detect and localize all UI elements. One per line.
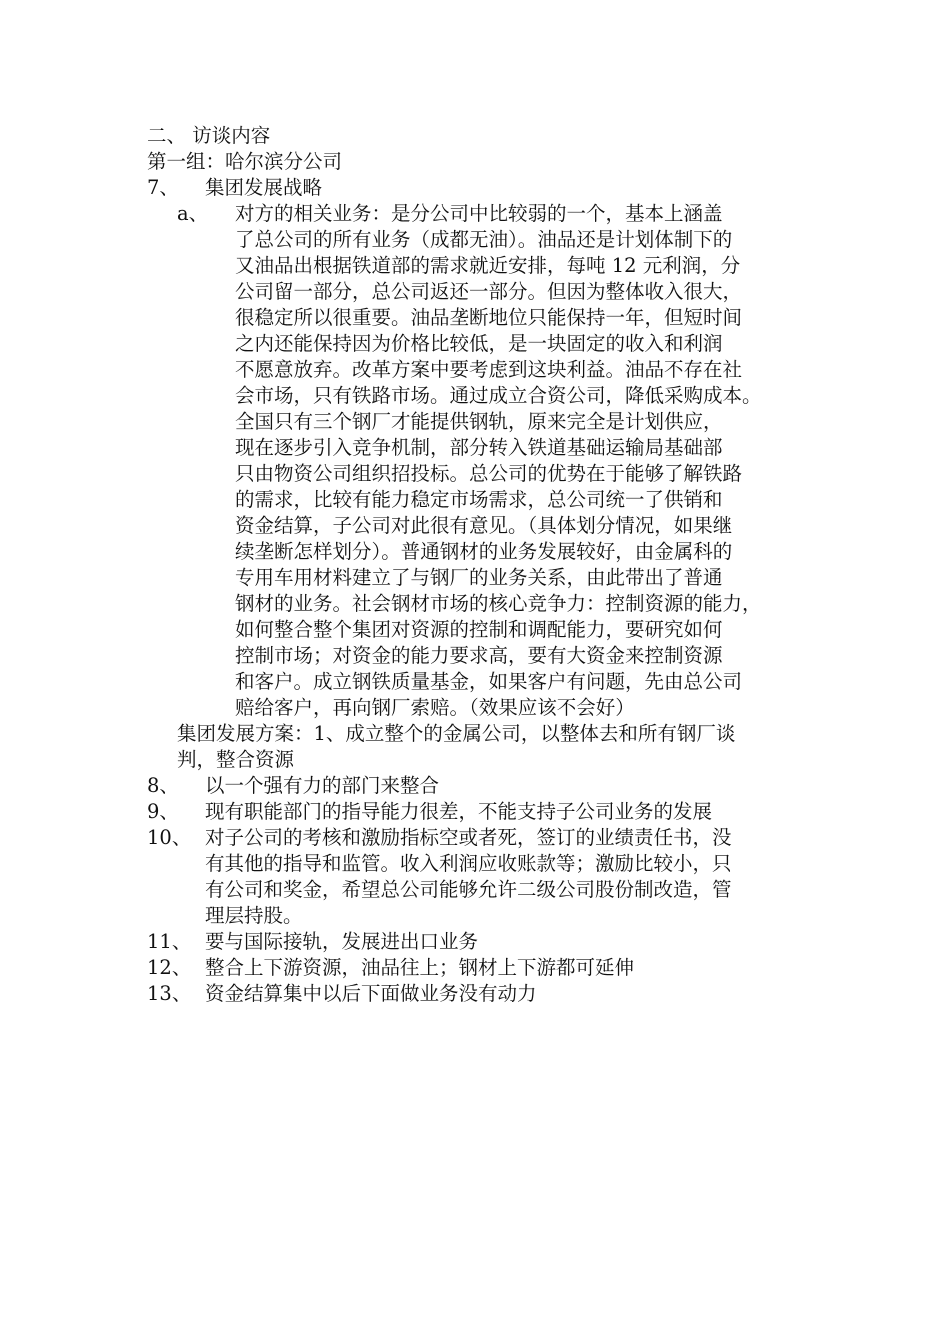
item-9-text	[205, 799, 712, 825]
text-line: 专用车用材料建立了与钢厂的业务关系，由此带出了普通	[235, 566, 723, 589]
item-7-number: 7、	[147, 176, 179, 199]
text-line: 很稳定所以很重要。油品垄断地位只能保持一年，但短时间	[235, 306, 743, 329]
text-line: 钢材的业务。社会钢材市场的核心竞争力：控制资源的能力，	[235, 592, 762, 615]
item-13-text	[205, 981, 537, 1007]
item-11-text	[205, 929, 478, 955]
text-line: 公司留一部分，总公司返还一部分。但因为整体收入很大，	[235, 280, 743, 303]
item-7-title: 集团发展战略	[205, 176, 323, 199]
item-13-number: 13、	[147, 982, 192, 1005]
item-12-number: 12、	[147, 956, 192, 979]
section-heading: 二、 访谈内容	[147, 124, 271, 147]
text-line: 的需求，比较有能力稳定市场需求，总公司统一了供销和	[235, 488, 723, 511]
item-12-text	[205, 955, 634, 981]
text-line: 只由物资公司组织招投标。总公司的优势在于能够了解铁路	[235, 462, 743, 485]
text-line: 整合上下游资源，油品往上；钢材上下游都可延伸	[205, 956, 635, 979]
item-10-text	[205, 825, 732, 929]
text-line: 不愿意放弃。改革方案中要考虑到这块利益。油品不存在社	[235, 358, 743, 381]
text-line: 集团发展方案：1、成立整个的金属公司，以整体去和所有钢厂谈	[177, 722, 736, 745]
text-line: 有其他的指导和监管。收入利润应收账款等；激励比较小，只	[205, 852, 732, 875]
sub-a-paragraph	[235, 201, 762, 721]
text-line: 如何整合整个集团对资源的控制和调配能力，要研究如何	[235, 618, 723, 641]
text-line: 理层持股。	[205, 904, 303, 927]
text-line: 现有职能部门的指导能力很差，不能支持子公司业务的发展	[205, 800, 713, 823]
text-line: 控制市场；对资金的能力要求高，要有大资金来控制资源	[235, 644, 723, 667]
item-10-number: 10、	[147, 826, 192, 849]
text-line: 了总公司的所有业务（成都无油）。油品还是计划体制下的	[235, 228, 733, 251]
text-line: 会市场，只有铁路市场。通过成立合资公司，降低采购成本。	[235, 384, 762, 407]
text-line: 之内还能保持因为价格比较低，是一块固定的收入和利润	[235, 332, 723, 355]
group-heading: 第一组：哈尔滨分公司	[147, 150, 343, 173]
item-8-text	[205, 773, 439, 799]
text-line: 赔给客户，再向钢厂索赔。（效果应该不会好）	[235, 696, 635, 719]
sub-a-marker: a、	[177, 202, 209, 225]
text-line: 续垄断怎样划分）。普通钢材的业务发展较好，由金属科的	[235, 540, 733, 563]
text-line: 以一个强有力的部门来整合	[205, 774, 440, 797]
text-line: 资金结算，子公司对此很有意见。（具体划分情况，如果继	[235, 514, 733, 537]
text-line: 资金结算集中以后下面做业务没有动力	[205, 982, 537, 1005]
item-8-number: 8、	[147, 774, 179, 797]
plan-paragraph	[177, 721, 735, 773]
text-line: 要与国际接轨，发展进出口业务	[205, 930, 479, 953]
text-line: 全国只有三个钢厂才能提供钢轨，原来完全是计划供应，	[235, 410, 723, 433]
item-9-number: 9、	[147, 800, 179, 823]
text-line: 对子公司的考核和激励指标空或者死，签订的业绩责任书，没	[205, 826, 732, 849]
text-line: 有公司和奖金，希望总公司能够允许二级公司股份制改造，管	[205, 878, 732, 901]
text-line: 现在逐步引入竞争机制，部分转入铁道基础运输局基础部	[235, 436, 723, 459]
text-line: 又油品出根据铁道部的需求就近安排，每吨 12 元利润，分	[235, 254, 741, 277]
text-line: 和客户。成立钢铁质量基金，如果客户有问题，先由总公司	[235, 670, 743, 693]
item-11-number: 11、	[147, 930, 192, 953]
text-line: 对方的相关业务：是分公司中比较弱的一个，基本上涵盖	[235, 202, 723, 225]
text-line: 判，整合资源	[177, 748, 295, 771]
